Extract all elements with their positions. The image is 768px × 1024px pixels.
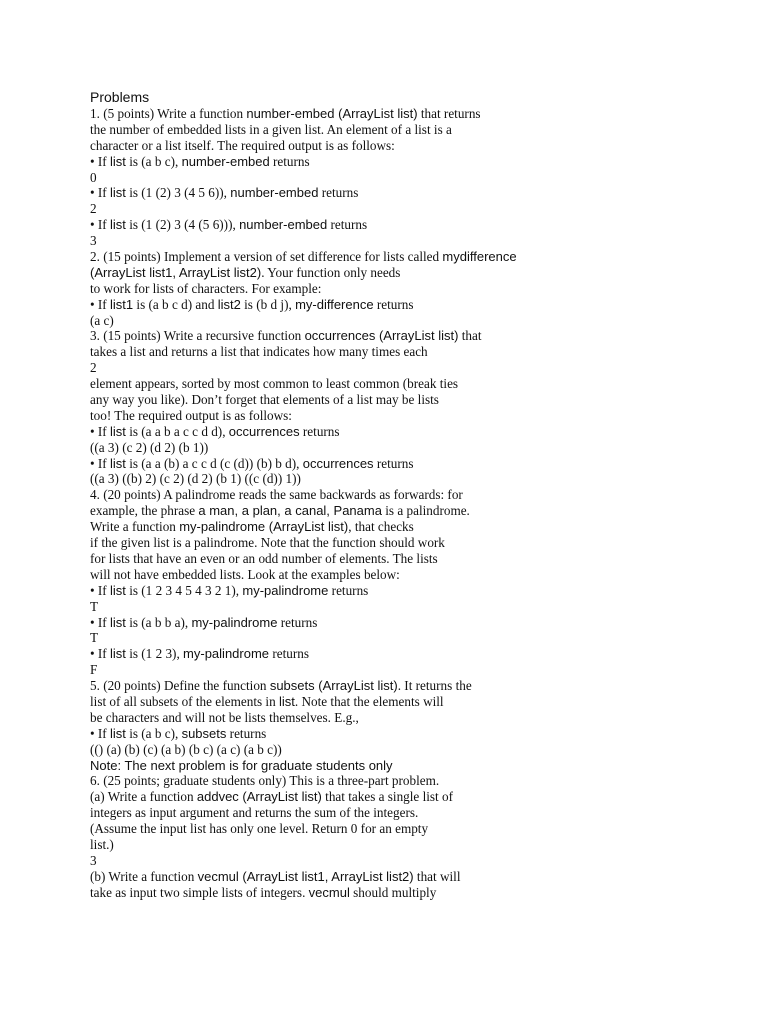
code-text: list [110, 614, 126, 630]
text-line [90, 328, 730, 344]
body-text: is (a b b a), [125, 614, 192, 630]
body-text: 3 [90, 852, 97, 868]
body-text: that will [413, 868, 461, 884]
body-text: that returns [417, 106, 481, 121]
text-line [90, 583, 730, 599]
code-text: (ArrayList list1, ArrayList list2) [90, 264, 262, 280]
text-line [90, 392, 730, 408]
body-text: returns [226, 725, 267, 741]
text-line [90, 106, 730, 122]
text-line [90, 344, 730, 360]
body-text: any way you like). Don’t forget that elements of a list may be lists [90, 392, 439, 408]
text-line [90, 440, 730, 456]
text-line [90, 313, 730, 329]
text-line [90, 694, 730, 710]
body-text: ((a 3) ((b) 2) (c 2) (d 2) (b 1) ((c (d)) 1)) [90, 471, 301, 487]
body-text: 2 [90, 201, 97, 217]
text-line [90, 710, 730, 726]
body-text: T [90, 598, 99, 614]
body-text: 5. (20 points) Define the function [90, 678, 270, 694]
code-text: number-embed (ArrayList list) [246, 106, 418, 121]
text-line [90, 122, 730, 138]
text-line [90, 773, 730, 789]
text-line [90, 154, 730, 170]
text-line [90, 615, 730, 631]
body-text: • If [90, 455, 110, 471]
code-text: mydifference [442, 249, 517, 265]
text-line [90, 885, 730, 901]
body-text: F [90, 662, 98, 678]
code-text: a man, a plan, a canal, Panama [198, 503, 382, 519]
code-text: number-embed [239, 217, 328, 233]
body-text: 1. (5 points) Write a function [90, 106, 247, 121]
body-text: returns [277, 614, 318, 630]
body-text: (b) Write a function [90, 868, 198, 884]
body-text: too! The required output is as follows: [90, 407, 292, 423]
document-body [90, 106, 730, 901]
body-text: . It returns the [397, 678, 472, 694]
body-text: returns [327, 217, 368, 233]
body-text: integers as input argument and returns the sum of the integers. [90, 805, 419, 821]
code-text: my-palindrome [191, 614, 278, 630]
text-line [90, 519, 730, 535]
body-text: • If [90, 614, 110, 630]
code-text: list [110, 185, 126, 201]
code-text: subsets (ArrayList list) [269, 678, 398, 694]
body-text: 4. (20 points) A palindrome reads the same backwards as forwards: for [90, 487, 463, 503]
body-text: T [90, 630, 99, 646]
text-line [90, 360, 730, 376]
text-line [90, 567, 730, 583]
body-text: is (b d j), [240, 296, 296, 312]
body-text: example, the phrase [90, 503, 199, 519]
text-line [90, 662, 730, 678]
body-text: if the given list is a palindrome. Note that the function should work [90, 535, 445, 551]
text-line [90, 551, 730, 567]
code-text: vecmul [308, 884, 350, 900]
body-text: (a c) [90, 312, 114, 328]
body-text: element appears, sorted by most common to least common (break ties [90, 376, 459, 392]
code-text: list [110, 646, 126, 662]
body-text: take as input two simple lists of integers. [90, 884, 309, 900]
body-text: • If [90, 423, 110, 439]
text-line [90, 408, 730, 424]
text-line [90, 297, 730, 313]
code-text: occurrences (ArrayList list) [304, 328, 459, 344]
text-line [90, 789, 730, 805]
body-text: is (a a b a c c d d), [125, 423, 229, 439]
code-text: my-palindrome [183, 646, 270, 662]
body-text: 6. (25 points; graduate students only) This is a three-part problem. [90, 773, 440, 789]
code-text: my-difference [295, 296, 374, 312]
code-text: addvec (ArrayList list) [196, 789, 322, 805]
text-line [90, 805, 730, 821]
body-text: (Assume the input list has only one level. Return 0 for an empty [90, 821, 429, 837]
text-line [90, 503, 730, 519]
code-text: Note: The next problem is for graduate students only [90, 757, 393, 773]
body-text: list.) [90, 836, 114, 852]
body-text: is (1 2 3 4 5 4 3 2 1), [125, 582, 243, 598]
code-text: list [110, 725, 126, 741]
code-text: list [279, 693, 295, 709]
text-line [90, 758, 730, 774]
body-text: is (a b c d) and [133, 296, 218, 312]
body-text: be characters and will not be lists themselves. E.g., [90, 709, 359, 725]
body-text: • If [90, 217, 110, 233]
body-text: ((a 3) (c 2) (d 2) (b 1)) [90, 439, 209, 455]
text-line [90, 249, 730, 265]
body-text: • If [90, 646, 110, 662]
body-text: returns [328, 582, 369, 598]
text-line [90, 821, 730, 837]
code-text: my-palindrome (ArrayList list) [179, 519, 349, 535]
body-text: 2 [90, 360, 97, 376]
code-text: list2 [217, 296, 241, 312]
body-text: (() (a) (b) (c) (a b) (b c) (a c) (a b c)) [90, 741, 282, 757]
body-text: is (1 2 3), [125, 646, 184, 662]
body-text: that takes a single list of [321, 789, 453, 805]
text-line [90, 281, 730, 297]
body-text: is (a a (b) a c c d (c (d)) (b) b d), [125, 455, 303, 471]
code-text: number-embed [230, 185, 319, 201]
body-text: is (1 (2) 3 (4 5 6)), [125, 185, 231, 201]
body-text: character or a list itself. The required output is as follows: [90, 137, 395, 153]
text-line [90, 201, 730, 217]
text-line [90, 646, 730, 662]
body-text: . Your function only needs [261, 264, 401, 280]
body-text: is (a b c), [125, 725, 182, 741]
body-text: is (1 (2) 3 (4 (5 6))), [125, 217, 240, 233]
body-text: the number of embedded lists in a given list. An element of a list is a [90, 121, 452, 137]
text-line [90, 424, 730, 440]
text-line [90, 471, 730, 487]
text-line [90, 630, 730, 646]
text-line [90, 170, 730, 186]
code-text: list [110, 423, 126, 439]
body-text: is a palindrome. [381, 503, 470, 519]
document-title: Problems [90, 89, 150, 105]
body-text: will not have embedded lists. Look at the examples below: [90, 566, 400, 582]
code-text: my-palindrome [242, 582, 329, 598]
body-text: list of all subsets of the elements in [90, 693, 279, 709]
body-text: should multiply [349, 884, 437, 900]
document-page [90, 88, 730, 901]
body-text: • If [90, 296, 110, 312]
body-text: takes a list and returns a list that indicates how many times each [90, 344, 428, 360]
text-line [90, 853, 730, 869]
body-text: . Note that the elements will [294, 693, 444, 709]
body-text: Write a function [90, 519, 180, 535]
body-text: 3. (15 points) Write a recursive function [90, 328, 305, 344]
text-line [90, 599, 730, 615]
code-text: occurrences [228, 423, 300, 439]
text-line [90, 138, 730, 154]
body-text: for lists that have an even or an odd number of elements. The lists [90, 550, 438, 566]
code-text: list [110, 455, 126, 471]
text-line [90, 265, 730, 281]
body-text: 0 [90, 169, 97, 185]
code-text: vecmul (ArrayList list1, ArrayList list2) [197, 868, 414, 884]
code-text: list1 [110, 296, 134, 312]
body-text: returns [373, 296, 414, 312]
code-text: list [110, 153, 126, 169]
text-line [90, 869, 730, 885]
code-text: occurrences [302, 455, 374, 471]
body-text: • If [90, 185, 110, 201]
text-line [90, 678, 730, 694]
body-text: returns [373, 455, 414, 471]
body-text: 2. (15 points) Implement a version of set difference for lists called [90, 249, 443, 265]
body-text: (a) Write a function [90, 789, 197, 805]
code-text: list [110, 217, 126, 233]
text-line [90, 487, 730, 503]
body-text: returns [318, 185, 359, 201]
code-text: number-embed [181, 153, 270, 169]
body-text: 3 [90, 233, 97, 249]
text-line [90, 456, 730, 472]
text-line [90, 837, 730, 853]
code-text: list [110, 582, 126, 598]
body-text: • If [90, 153, 110, 169]
text-line [90, 217, 730, 233]
body-text: • If [90, 582, 110, 598]
body-text: is (a b c), [125, 153, 182, 169]
text-line [90, 233, 730, 249]
body-text: that [458, 328, 482, 344]
body-text: • If [90, 725, 110, 741]
text-line [90, 535, 730, 551]
body-text: to work for lists of characters. For example: [90, 280, 322, 296]
body-text: returns [299, 423, 340, 439]
text-line [90, 376, 730, 392]
body-text: returns [269, 153, 310, 169]
code-text: subsets [181, 725, 227, 741]
body-text: returns [269, 646, 309, 662]
text-line [90, 742, 730, 758]
text-line [90, 185, 730, 201]
text-line [90, 726, 730, 742]
body-text: , that checks [348, 519, 414, 535]
